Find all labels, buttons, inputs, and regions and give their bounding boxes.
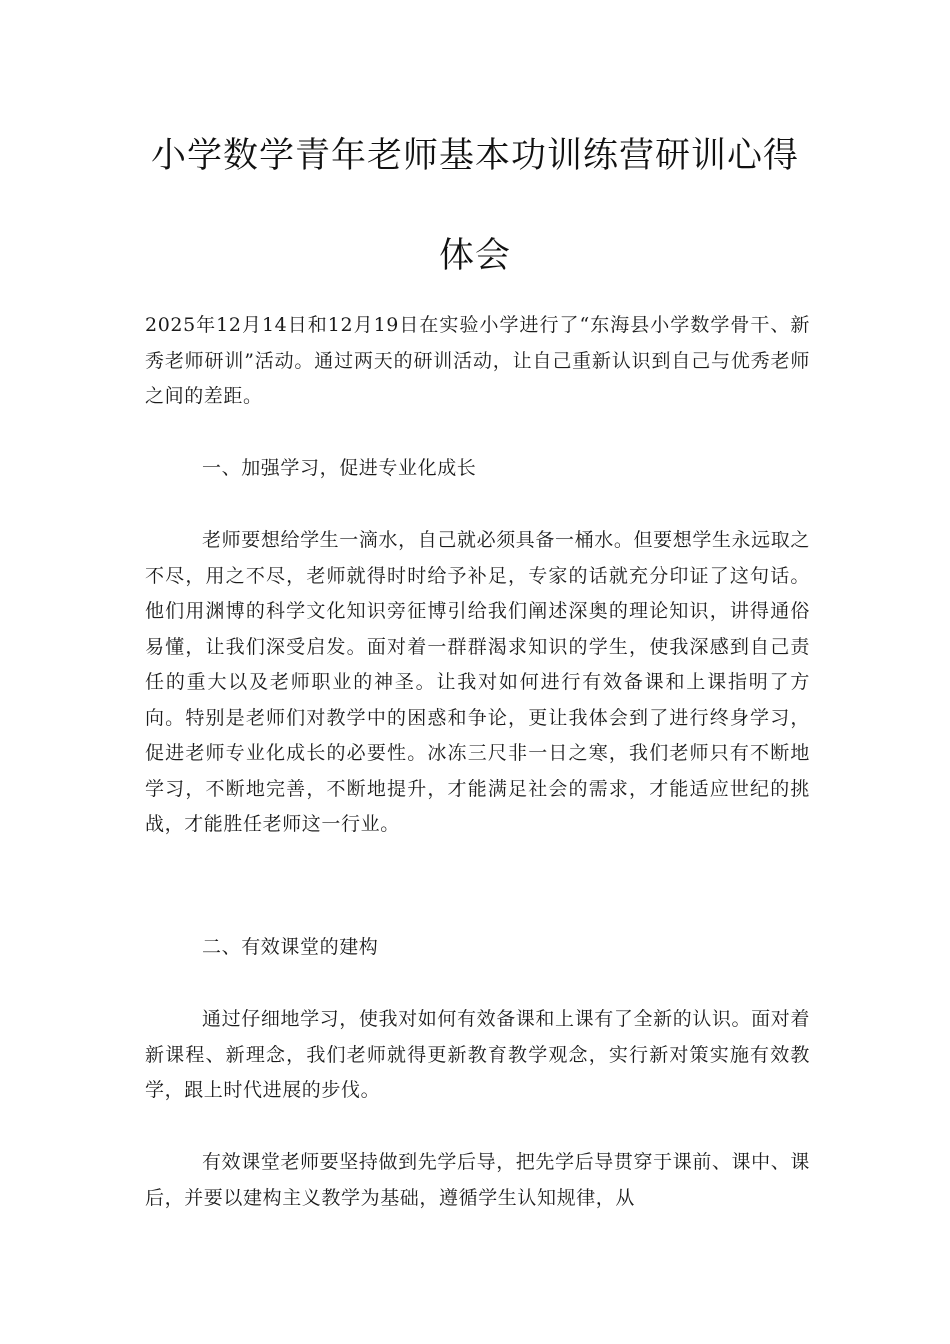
intro-paragraph: 2025年12月14日和12月19日在实验小学进行了“东海县小学数学骨干、新秀老师研训”活动。通过两天的研训活动，让自己重新认识到自己与优秀老师之间的差距。 bbox=[145, 314, 810, 407]
document-title-line-2: 体会 bbox=[438, 236, 511, 276]
document-title-line-1: 小学数学青年老师基本功训练营研训心得 bbox=[150, 136, 799, 176]
body-paragraph-2: 通过仔细地学习，使我对如何有效备课和上课有了全新的认识。面对着新课程、新理念，我们老师就得更新教育教学观念，实行新对策实施有效教学，跟上时代进展的步伐。 bbox=[145, 1008, 810, 1101]
body-paragraph-1: 老师要想给学生一滴水，自己就必须具备一桶水。但要想学生永远取之不尽，用之不尽，老师就得时时给予补足，专家的话就充分印证了这句话。他们用渊博的科学文化知识旁征博引给我们阐述深奥的理论知识，讲得通俗易懂，让我们深受启发。面对着一群群渴求知识的学生，使我深感到自己责任的重大以及老师职业的神圣。让我对如何进行有效备课和上课指明了方向。特别是老师们对教学中的困惑和争论，更让我体会到了进行终身学习，促进老师专业化成长的必要性。冰冻三尺非一日之寒，我们老师只有不断地学习，不断地完善，不断地提升，才能满足社会的需求，才能适应世纪的挑战，才能胜任老师这一行业。 bbox=[145, 529, 810, 835]
body-paragraph-3: 有效课堂老师要坚持做到先学后导，把先学后导贯穿于课前、课中、课后，并要以建构主义教学为基础，遵循学生认知规律，从 bbox=[145, 1151, 810, 1209]
section-heading-1: 一、加强学习，促进专业化成长 bbox=[202, 457, 477, 479]
section-heading-2: 二、有效课堂的建构 bbox=[202, 936, 379, 958]
